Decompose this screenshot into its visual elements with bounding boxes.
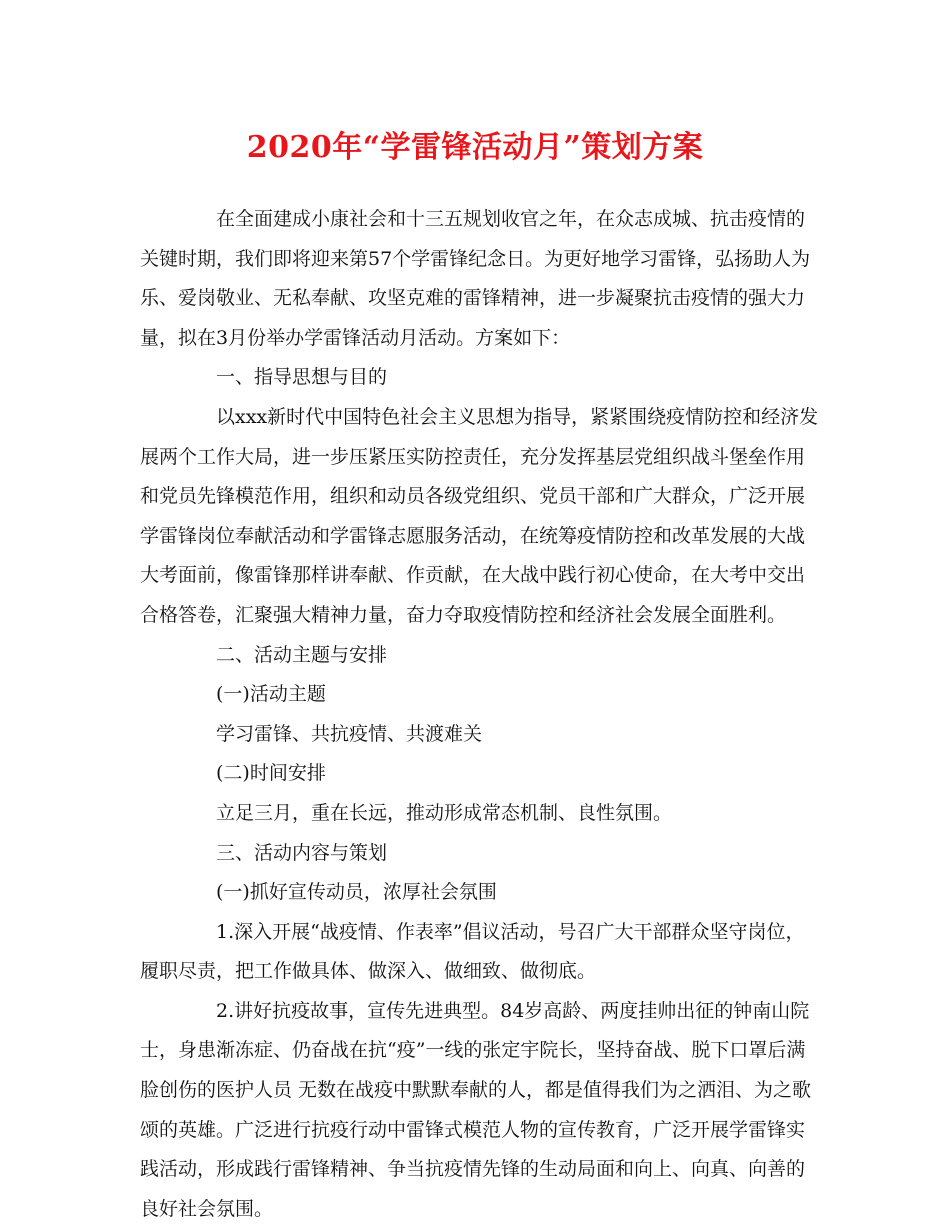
document-title: 2020年“学雷锋活动月”策划方案	[246, 130, 704, 165]
schedule-text: 立足三月，重在长远，推动形成常态机制、良性氛围。	[216, 801, 673, 824]
subheading-activity-theme: (一)活动主题	[216, 683, 326, 706]
subheading-publicity: (一)抓好宣传动员，浓厚社会氛围	[216, 881, 497, 904]
section-heading-2: 二、活动主题与安排	[216, 643, 388, 666]
list-item-2: 2.讲好抗疫故事，宣传先进典型。84岁高龄、两度挂帅出征的钟南山院士，身患渐冻症、仍奋战在抗“疫”一线的张定宇院长，坚持奋战、脱下口罩后满脸创伤的医护人员 无数在战疫中默默奉献的人，都是值得我们为之洒泪、为之歌颂的英雄。广泛进行抗疫行动中雷锋式模范人物的宣传教育，广泛开展学雷锋实践活动，形成践行雷锋精神、争当抗疫情先锋的生动局面和向上、向真、向善的良好社会氛围。	[140, 999, 812, 1220]
section-heading-1: 一、指导思想与目的	[216, 366, 388, 389]
guiding-ideology-paragraph: 以xxx新时代中国特色社会主义思想为指导，紧紧围绕疫情防控和经济发展两个工作大局，进一步压紧压实防控责任，充分发挥基层党组织战斗堡垒作用和党员先锋模范作用，组织和动员各级党组织、党员干部和广大群众，广泛开展学雷锋岗位奉献活动和学雷锋志愿服务活动，在统筹疫情防控和改革发展的大战大考面前，像雷锋那样讲奉献、作贡献，在大战中践行初心使命，在大考中交出合格答卷，汇聚强大精神力量，奋力夺取疫情防控和经济社会发展全面胜利。	[140, 405, 819, 626]
activity-theme-text: 学习雷锋、共抗疫情、共渡难关	[216, 722, 483, 745]
document-body	[140, 200, 820, 1229]
subheading-schedule: (二)时间安排	[216, 762, 326, 785]
section-heading-3: 三、活动内容与策划	[216, 841, 388, 864]
list-item-1: 1.深入开展“战疫情、作表率”倡议活动，号召广大干部群众坚守岗位，履职尽责，把工作做具体、做深入、做细致、做彻底。	[140, 920, 805, 983]
intro-paragraph: 在全面建成小康社会和十三五规划收官之年，在众志成城、抗击疫情的关键时期，我们即将迎来第57个学雷锋纪念日。为更好地学习雷锋，弘扬助人为乐、爱岗敬业、无私奉献、攻坚克难的雷锋精神，进一步凝聚抗击疫情的强大力量，拟在3月份举办学雷锋活动月活动。方案如下：	[140, 208, 811, 349]
